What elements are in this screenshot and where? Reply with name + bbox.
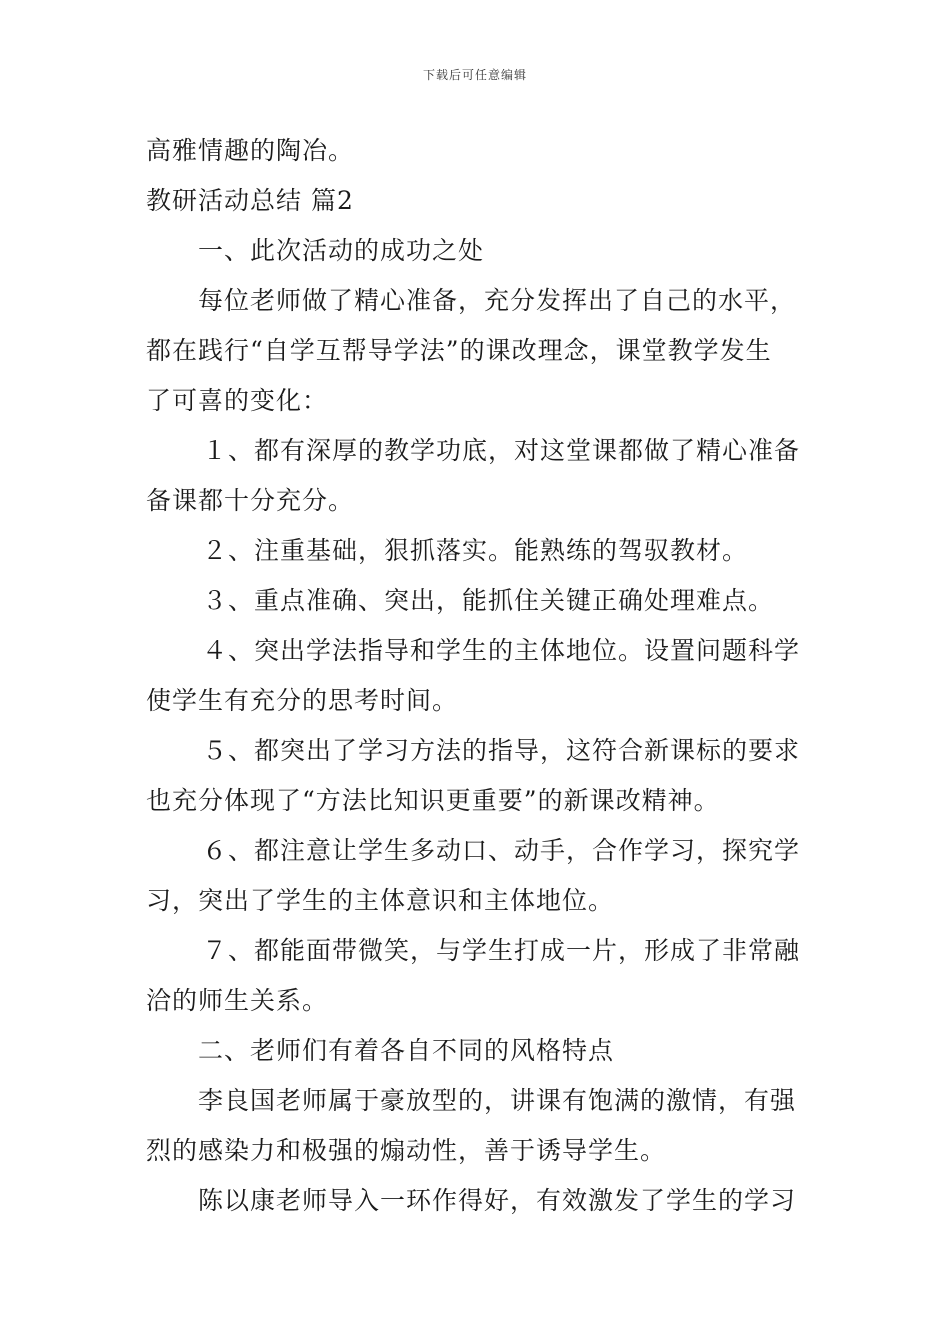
list-item: ５、都突出了学习方法的指导，这符合新课标的要求 <box>202 736 801 765</box>
list-item: ２、注重基础，狠抓落实。能熟练的驾驭教材。 <box>202 536 749 565</box>
section-heading: 二、老师们有着各自不同的风格特点 <box>198 1036 615 1065</box>
section-heading: 一、此次活动的成功之处 <box>198 236 485 265</box>
text-line: 习，突出了学生的主体意识和主体地位。 <box>146 886 615 915</box>
list-item: ４、突出学法指导和学生的主体地位。设置问题科学 <box>202 636 801 665</box>
text-line: 了可喜的变化： <box>146 386 329 415</box>
text-line: 都在践行“自学互帮导学法”的课改理念，课堂教学发生 <box>146 336 772 365</box>
text-line: 也充分体现了“方法比知识更重要”的新课改精神。 <box>146 786 720 815</box>
text-line: 备课都十分充分。 <box>146 486 355 515</box>
list-item: ６、都注意让学生多动口、动手，合作学习，探究学 <box>202 836 801 865</box>
text-line: 使学生有充分的思考时间。 <box>146 686 459 715</box>
page-header: 下载后可任意编辑 <box>422 68 527 82</box>
text-line: 洽的师生关系。 <box>146 986 329 1015</box>
text-line: 李良国老师属于豪放型的，讲课有饱满的激情，有强 <box>198 1086 797 1115</box>
text-line: 每位老师做了精心准备，充分发挥出了自己的水平， <box>198 286 797 315</box>
document-body <box>146 126 808 1226</box>
text-line: 高雅情趣的陶冶。 <box>146 136 355 165</box>
list-item: ７、都能面带微笑，与学生打成一片，形成了非常融 <box>202 936 801 965</box>
section-title: 教研活动总结 篇2 <box>146 186 354 215</box>
text-line: 烈的感染力和极强的煽动性，善于诱导学生。 <box>146 1136 667 1165</box>
text-line: 陈以康老师导入一环作得好，有效激发了学生的学习 <box>198 1186 797 1215</box>
list-item: ３、重点准确、突出，能抓住关键正确处理难点。 <box>202 586 775 615</box>
list-item: １、都有深厚的教学功底，对这堂课都做了精心准备 <box>202 436 801 465</box>
